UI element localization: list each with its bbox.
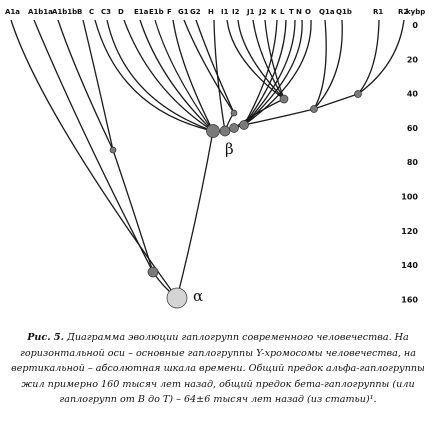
- haplogroup-label-k: K: [271, 8, 277, 16]
- haplogroup-label-a1a: A1a: [5, 8, 21, 16]
- node-alpha-label: α: [193, 287, 204, 305]
- branch-q1b: [314, 20, 342, 109]
- haplogroup-label-e1b: E1b: [149, 8, 164, 16]
- haplogroup-label-c3: C3: [101, 8, 112, 16]
- branch-r1: [358, 20, 379, 94]
- node-r: [355, 91, 362, 98]
- haplogroup-label-c: C: [89, 8, 95, 16]
- caption-label: Рис. 5.: [27, 332, 64, 343]
- time-tick-label: 0: [412, 21, 418, 30]
- branch-a1b1b: [58, 20, 113, 150]
- node-beta-c3: [240, 121, 249, 130]
- node-140: [148, 267, 158, 277]
- caption-text: Диаграмма эволюции гаплогрупп современного человечества. На горизонтальной оси – основные гаплогруппы Y-хромосомы человечества, на вертикальной – абсолютная шкала времени. Общий предок альфа-гаплогруппы жил примерно 160 тысяч лет назад, общий предок бета-гаплогруппы (или гаплогрупп от B до T) – 64±6 тысяч лет назад (из статьи)¹.: [11, 332, 425, 405]
- node-a1b1: [110, 147, 116, 153]
- haplogroup-label-d: D: [118, 8, 124, 16]
- time-tick-label: 160: [401, 295, 418, 305]
- scale-unit-label: kybp: [406, 8, 426, 16]
- haplogroup-label-j2: J2: [259, 8, 267, 16]
- time-tick-label: 20: [406, 55, 418, 65]
- haplogroup-label-g1: G1: [178, 8, 189, 16]
- haplogroup-label-l: L: [280, 8, 285, 16]
- time-tick-label: 60: [406, 123, 418, 133]
- haplogroup-label-h: H: [208, 8, 214, 16]
- branch-b: [83, 20, 113, 150]
- branch-alpha-to-beta: [177, 131, 213, 298]
- haplogroup-label-i1: I1: [221, 8, 229, 16]
- time-tick-label: 100: [401, 192, 418, 202]
- node-beta: [207, 125, 220, 138]
- figure-caption: [10, 330, 426, 408]
- branch-h: [214, 20, 225, 131]
- time-tick-label: 140: [401, 261, 418, 271]
- haplogroup-label-r1: R1: [373, 8, 384, 16]
- node-alpha: [167, 288, 187, 308]
- haplogroup-label-n: N: [296, 8, 302, 16]
- haplogroup-label-g2: G2: [190, 8, 201, 16]
- node-q: [311, 106, 318, 113]
- node-ij: [280, 95, 288, 103]
- haplogroup-label-i2: I2: [232, 8, 240, 16]
- haplogroup-label-r2: R2: [398, 8, 409, 16]
- haplogroup-label-e1a: E1a: [134, 8, 149, 16]
- haplogroup-label-b: B: [77, 8, 83, 16]
- branch-a1b1-node: [113, 150, 153, 272]
- haplogroup-label-q1a: Q1a: [319, 8, 335, 16]
- time-tick-label: 120: [401, 226, 418, 236]
- haplogroup-label-f: F: [167, 8, 172, 16]
- node-beta-c1: [220, 126, 230, 136]
- branch-a1a: [11, 20, 177, 298]
- haplogroup-label-q1b: Q1b: [336, 8, 352, 16]
- haplogroup-label-o: O: [305, 8, 311, 16]
- node-beta-c2: [230, 124, 239, 133]
- haplogroup-label-j1: J1: [247, 8, 255, 16]
- node-beta-label: β: [225, 140, 234, 158]
- branch-a1b1a: [34, 20, 153, 272]
- time-tick-label: 80: [406, 158, 418, 168]
- haplogroup-label-t: T: [289, 8, 294, 16]
- haplogroup-label-a1b1b: A1b1b: [52, 8, 78, 16]
- time-tick-label: 40: [406, 89, 418, 99]
- haplogroup-label-a1b1a: A1b1a: [28, 8, 53, 16]
- node-g: [231, 110, 237, 116]
